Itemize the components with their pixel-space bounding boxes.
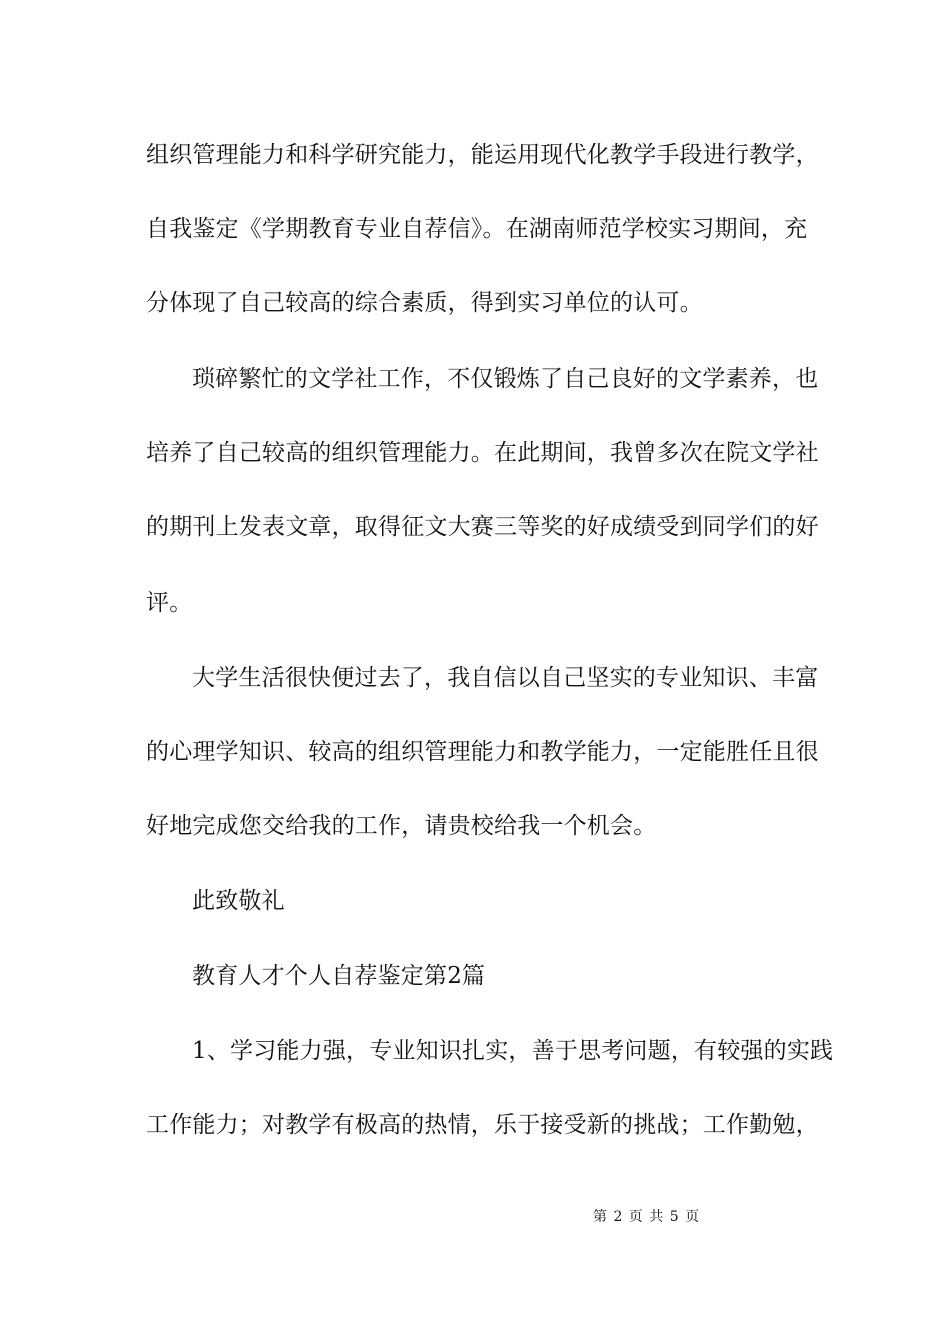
list-item-1-line-1: 1、学习能力强，专业知识扎实，善于思考问题，有较强的实践 <box>192 1038 834 1064</box>
paragraph-2-line-3: 的期刊上发表文章，取得征文大赛三等奖的好成绩受到同学们的好 <box>146 514 819 540</box>
paragraph-3-line-3: 好地完成您交给我的工作，请贵校给我一个机会。 <box>146 813 657 839</box>
body-line-2: 自我鉴定《学期教育专业自荐信》。在湖南师范学校实习期间，充 <box>146 216 808 242</box>
paragraph-3-line-1: 大学生活很快便过去了，我自信以自己坚实的专业知识、丰富 <box>192 665 819 691</box>
paragraph-3-line-2: 的心理学知识、较高的组织管理能力和教学能力，一定能胜任且很 <box>146 739 819 765</box>
paragraph-2-line-4: 评。 <box>146 590 193 616</box>
paragraph-2-line-2: 培养了自己较高的组织管理能力。在此期间，我曾多次在院文学社 <box>146 440 819 466</box>
section-heading: 教育人才个人自荐鉴定第2篇 <box>192 963 486 989</box>
body-line-1: 组织管理能力和科学研究能力，能运用现代化教学手段进行教学， <box>146 142 819 168</box>
closing-line: 此致敬礼 <box>192 888 285 914</box>
body-line-3: 分体现了自己较高的综合素质，得到实习单位的认可。 <box>146 290 703 316</box>
page-number-footer: 第 2 页 共 5 页 <box>593 1209 701 1225</box>
paragraph-2-line-1: 琐碎繁忙的文学社工作，不仅锻炼了自己良好的文学素养，也 <box>192 366 819 392</box>
list-item-1-line-2: 工作能力；对教学有极高的热情，乐于接受新的挑战；工作勤勉， <box>146 1112 819 1138</box>
